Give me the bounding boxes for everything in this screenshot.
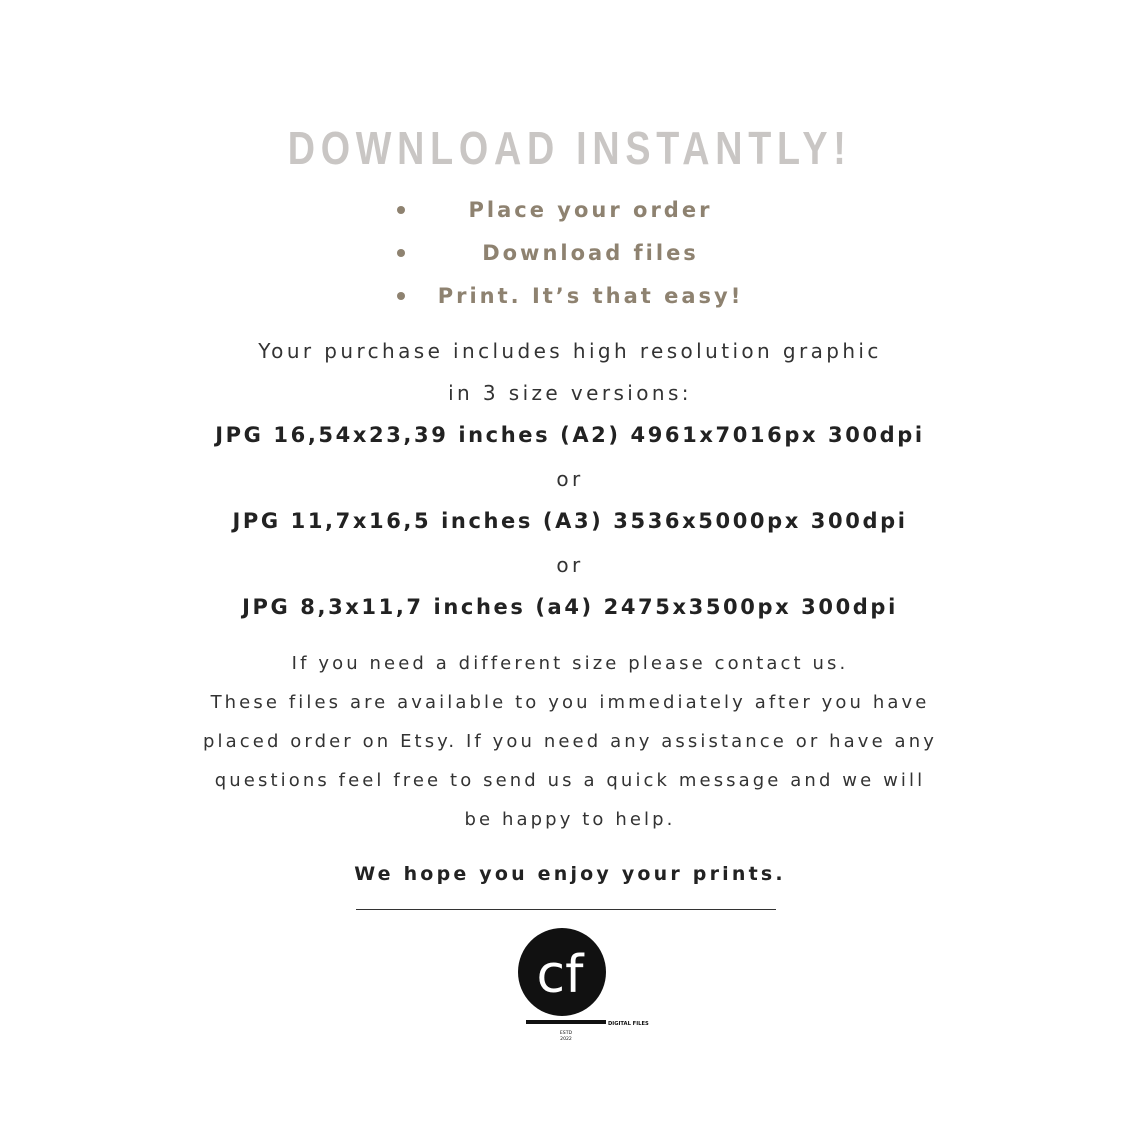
info-line-2: These files are available to you immediately after you have: [210, 692, 930, 713]
size-a2: JPG 16,54x23,39 inches (A2) 4961x7016px 300dpi: [215, 423, 925, 447]
logo-bar: [526, 1020, 606, 1024]
step-label: Print. It’s that easy!: [437, 284, 744, 308]
logo-estd: ESTD: [559, 1031, 573, 1036]
step-item: [388, 232, 768, 275]
headline: DOWNLOAD INSTANTLY!: [287, 122, 852, 174]
logo-letters: cf: [536, 945, 584, 1005]
info-line-3: placed order on Etsy. If you need any assistance or have any: [203, 731, 937, 752]
divider: [356, 909, 776, 910]
step-label: Place your order: [468, 198, 713, 222]
step-item: [388, 189, 768, 232]
steps-list: [388, 189, 768, 318]
step-item: [388, 275, 768, 318]
brand-logo: [516, 928, 666, 1048]
bullet-icon: [397, 292, 405, 300]
size-a4: JPG 8,3x11,7 inches (a4) 2475x3500px 300dpi: [242, 595, 898, 619]
info-line-4: questions feel free to send us a quick message and we will: [214, 770, 926, 791]
step-label: Download files: [482, 241, 699, 265]
logo-year: 2022: [560, 1037, 572, 1042]
purchase-line-2: in 3 size versions:: [448, 381, 692, 405]
info-line-1: If you need a different size please contact us.: [291, 653, 849, 674]
size-a3: JPG 11,7x16,5 inches (A3) 3536x5000px 300dpi: [232, 509, 908, 533]
size-separator: or: [556, 553, 584, 577]
size-separator: or: [556, 467, 584, 491]
bullet-icon: [397, 206, 405, 214]
bullet-icon: [397, 249, 405, 257]
logo-tagline: DIGITAL FILES: [608, 1021, 649, 1027]
purchase-line-1: Your purchase includes high resolution graphic: [258, 339, 882, 363]
info-line-5: be happy to help.: [464, 809, 676, 830]
closing-message: We hope you enjoy your prints.: [354, 863, 786, 885]
